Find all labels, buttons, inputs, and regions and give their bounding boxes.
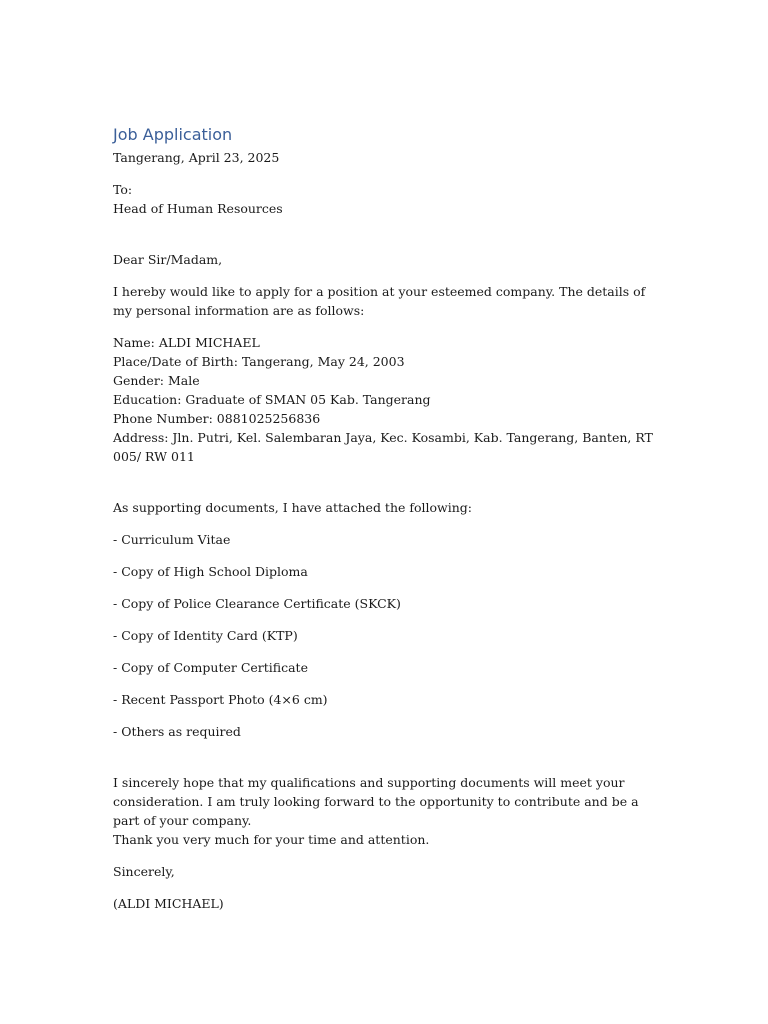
recipient: Head of Human Resources (113, 201, 283, 216)
document-item: - Recent Passport Photo (4×6 cm) (113, 692, 328, 707)
document-title: Job Application (113, 125, 233, 144)
signature-name: (ALDI MICHAEL) (113, 896, 224, 911)
salutation: Dear Sir/Madam, (113, 252, 223, 267)
intro-paragraph: I hereby would like to apply for a position at your esteemed company. The details of my personal information are as follows: (113, 284, 650, 318)
personal-phone: Phone Number: 0881025256836 (113, 411, 321, 426)
document-item: - Copy of Computer Certificate (113, 660, 308, 675)
thanks-line: Thank you very much for your time and attention. (113, 832, 430, 847)
documents-intro: As supporting documents, I have attached the following: (113, 500, 472, 515)
document-item: - Others as required (113, 724, 241, 739)
to-label: To: (113, 182, 133, 197)
document-item: - Copy of High School Diploma (113, 564, 308, 579)
personal-education: Education: Graduate of SMAN 05 Kab. Tangerang (113, 392, 431, 407)
document-item: - Curriculum Vitae (113, 532, 231, 547)
closing-paragraph: I sincerely hope that my qualifications and supporting documents will meet your consideration. I am truly looking forward to the opportunity to contribute and be a part of your company. (113, 775, 643, 828)
personal-birth: Place/Date of Birth: Tangerang, May 24, 2003 (113, 354, 405, 369)
personal-address: Address: Jln. Putri, Kel. Salembaran Jaya, Kec. Kosambi, Kab. Tangerang, Banten, RT 005/ RW 011 (113, 430, 657, 464)
letter-page (113, 124, 657, 913)
personal-gender: Gender: Male (113, 373, 200, 388)
signoff: Sincerely, (113, 864, 175, 879)
document-item: - Copy of Police Clearance Certificate (SKCK) (113, 596, 401, 611)
document-item: - Copy of Identity Card (KTP) (113, 628, 298, 643)
place-date: Tangerang, April 23, 2025 (113, 150, 280, 165)
personal-name: Name: ALDI MICHAEL (113, 335, 260, 350)
